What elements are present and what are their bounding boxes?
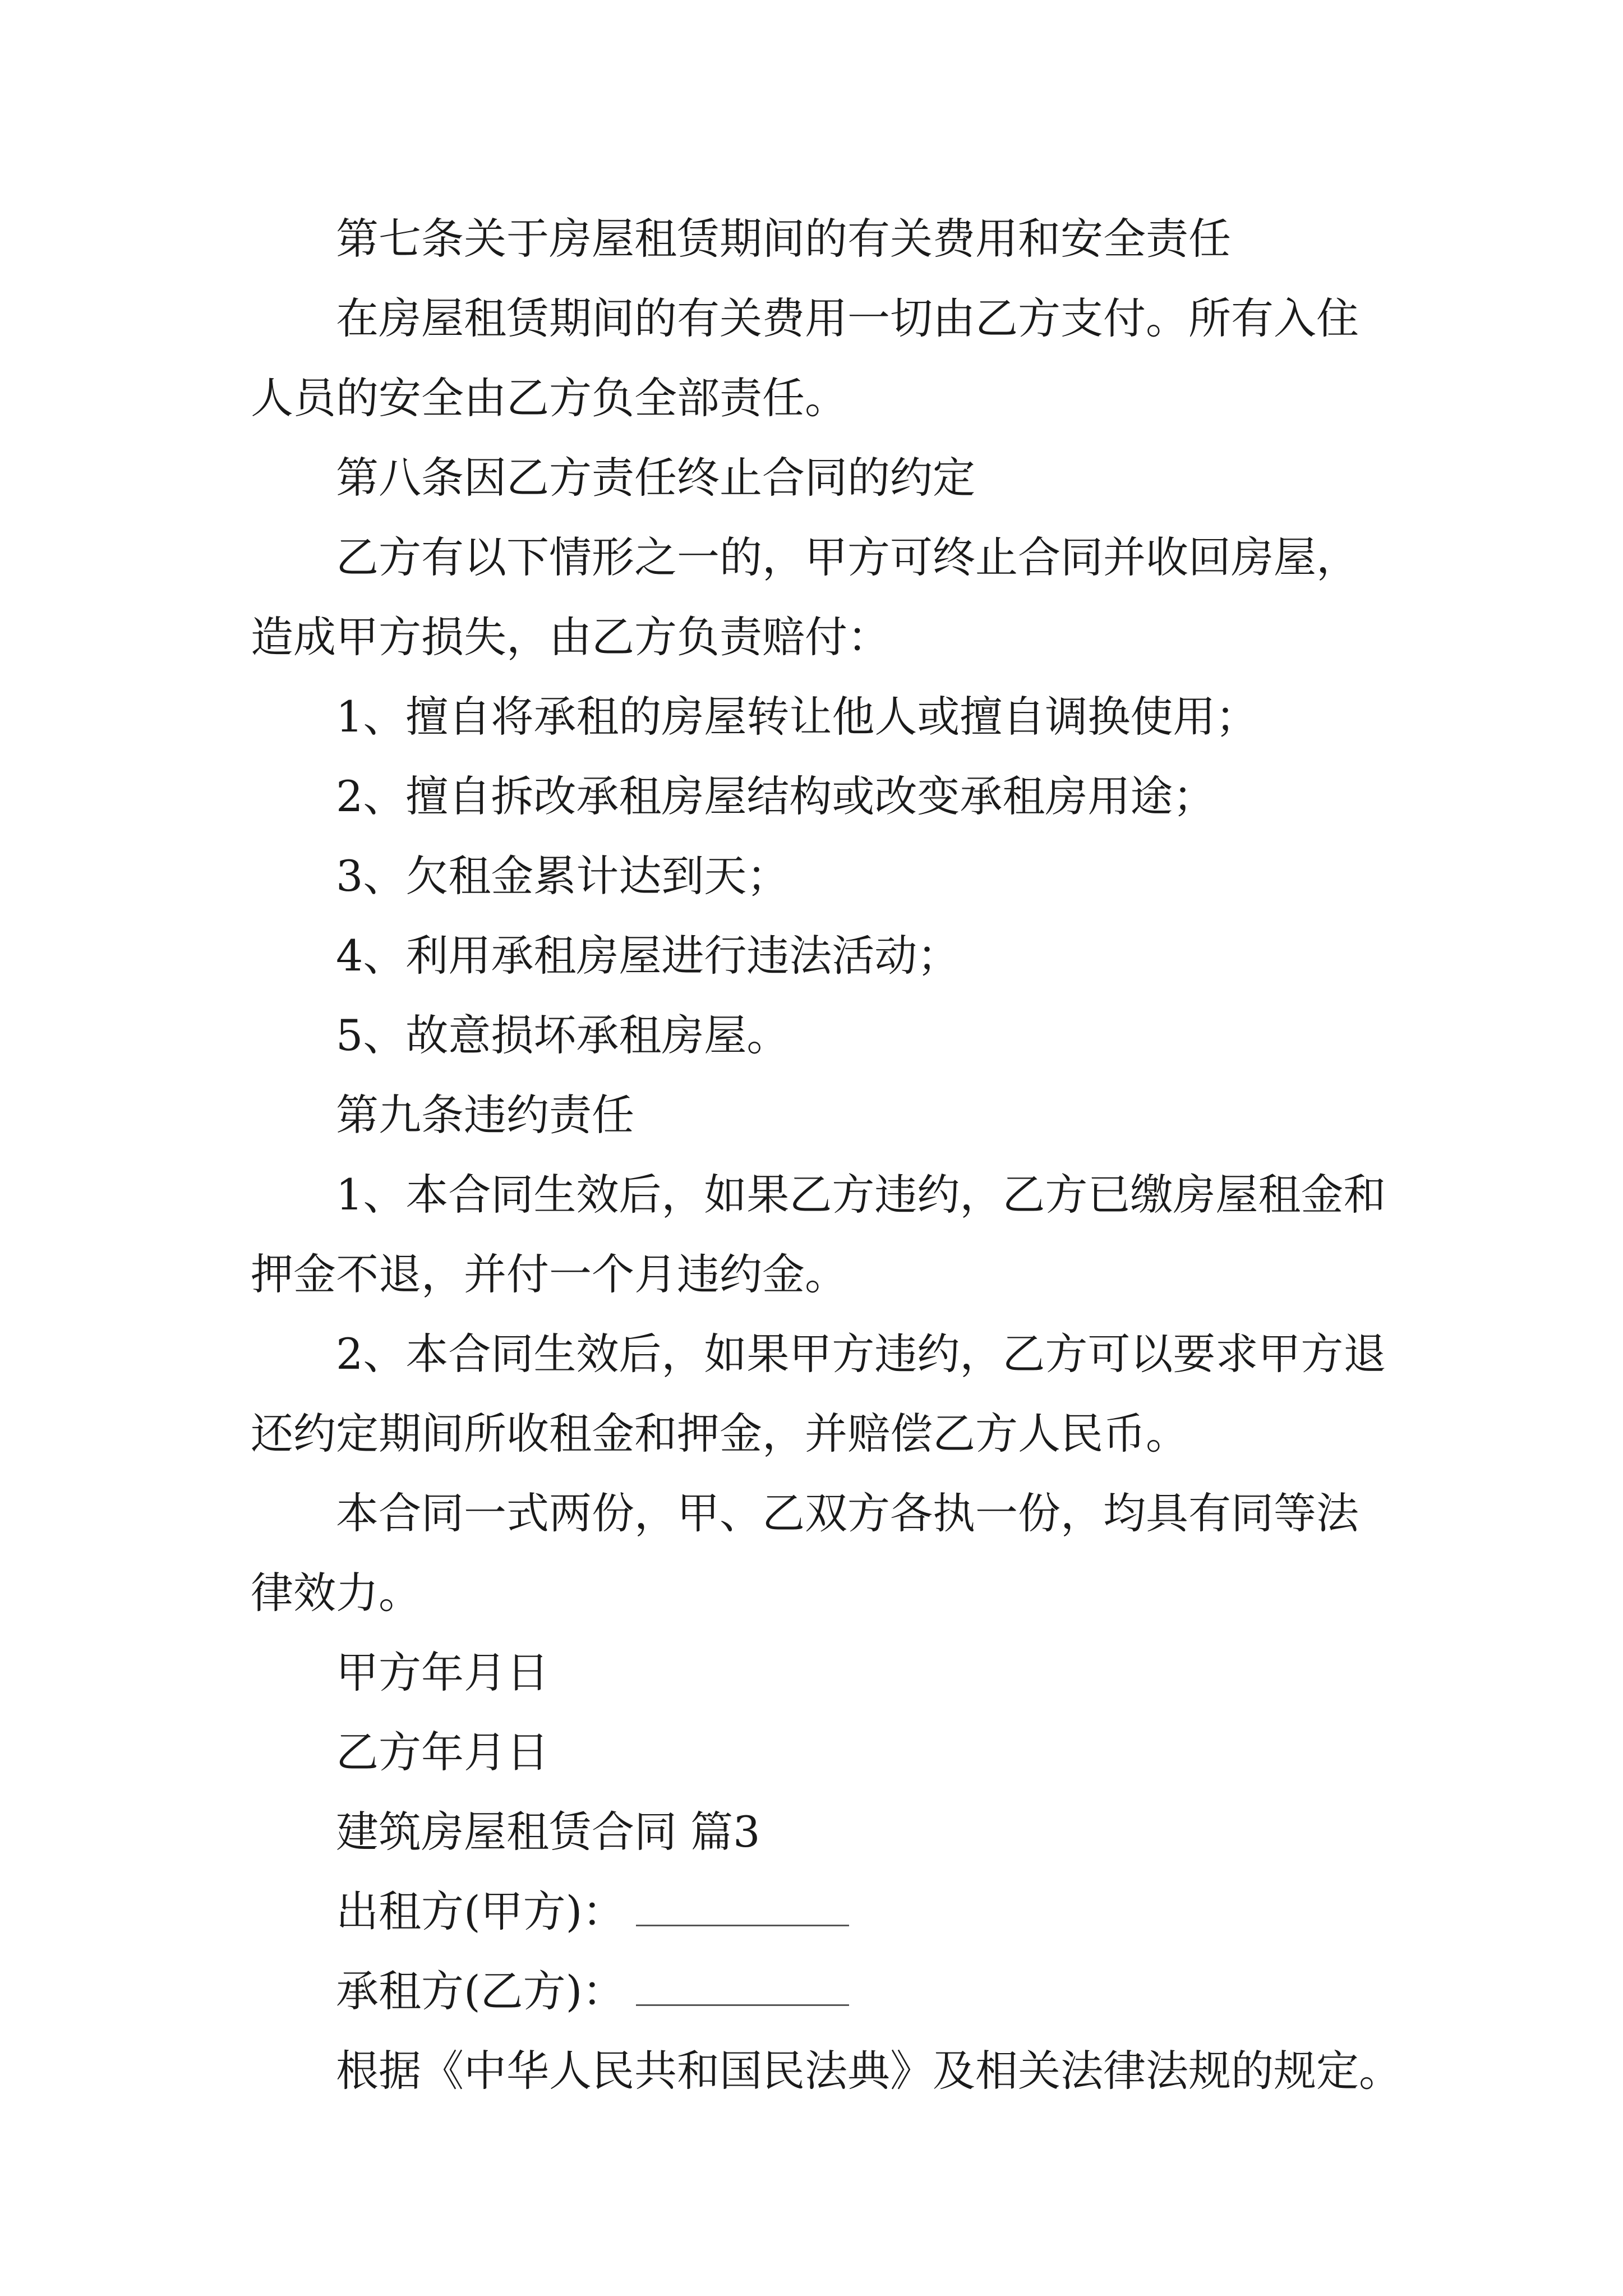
legal-basis: 根据《中华人民共和国民法典》及相关法律法规的规定。: [336, 2046, 1401, 2096]
article-7-heading: 第七条关于房屋租赁期间的有关费用和安全责任: [336, 214, 1231, 264]
article-8-item-2: 2、擅自拆改承租房屋结构或改变承租房用途；: [336, 771, 1216, 821]
contract-3-title: 建筑房屋租赁合同 篇3: [336, 1807, 760, 1857]
lessor-blank: [636, 1891, 849, 1926]
article-9-item-2: 2、本合同生效后，如果甲方违约，乙方可以要求甲方退还约定期间所收租金和押金，并赔偿乙方人民币。: [251, 1329, 1386, 1458]
article-8-item-5: 5、故意损坏承租房屋。: [336, 1010, 790, 1060]
article-9-item-1: 1、本合同生效后，如果乙方违约，乙方已缴房屋租金和押金不退，并付一个月违约金。: [251, 1170, 1386, 1299]
party-a-date: 甲方年月日: [336, 1648, 549, 1697]
article-9-heading: 第九条违约责任: [336, 1090, 634, 1140]
copies-clause: 本合同一式两份，甲、乙双方各执一份，均具有同等法律效力。: [251, 1488, 1359, 1618]
article-8-item-1: 1、擅自将承租的房屋转让他人或擅自调换使用；: [336, 692, 1258, 742]
lessee-label: 承租方(乙方)：: [336, 1966, 625, 2016]
lessee-line: [251, 1952, 1395, 2031]
party-b-date: 乙方年月日: [336, 1727, 549, 1777]
article-7-body: 在房屋租赁期间的有关费用一切由乙方支付。所有入住人员的安全由乙方负全部责任。: [251, 293, 1359, 423]
article-8-intro: 乙方有以下情形之一的，甲方可终止合同并收回房屋，造成甲方损失，由乙方负责赔付：: [251, 532, 1359, 662]
lessor-label: 出租方(甲方)：: [336, 1887, 625, 1936]
lessor-line: [251, 1872, 1395, 1952]
document-body: [251, 199, 1401, 2111]
article-8-item-4: 4、利用承租房屋进行违法活动；: [336, 931, 960, 981]
article-8-heading: 第八条因乙方责任终止合同的约定: [336, 453, 975, 503]
lessee-blank: [636, 1971, 849, 2006]
article-8-item-3: 3、欠租金累计达到天；: [336, 851, 790, 901]
